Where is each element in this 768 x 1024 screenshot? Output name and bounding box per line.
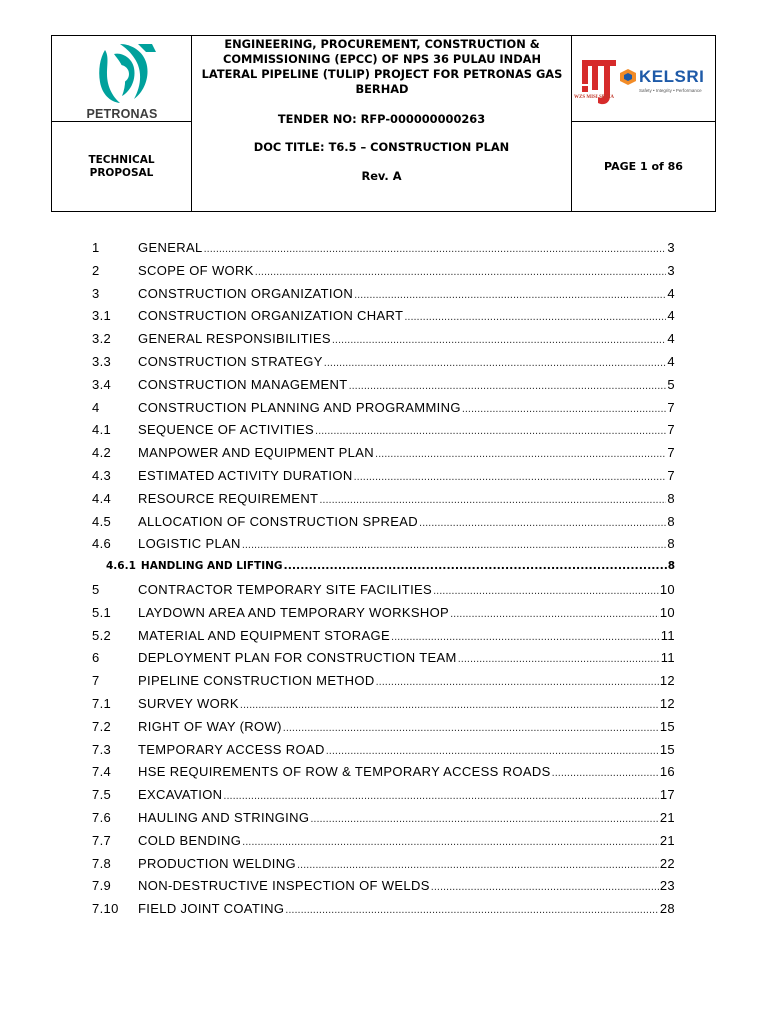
toc-title: SURVEY WORK bbox=[138, 695, 239, 711]
toc-title: LOGISTIC PLAN bbox=[138, 536, 241, 552]
toc-entry[interactable] bbox=[92, 308, 675, 331]
toc-number: 3.3 bbox=[92, 353, 112, 369]
toc-page-number: 7 bbox=[667, 445, 675, 461]
kelsri-logo-icon bbox=[620, 69, 636, 85]
toc-leader-dots bbox=[450, 608, 659, 620]
toc-leader-dots bbox=[349, 380, 667, 392]
toc-leader-dots bbox=[458, 653, 660, 665]
toc-title: ESTIMATED ACTIVITY DURATION bbox=[138, 467, 353, 483]
toc-title: CONSTRUCTION STRATEGY bbox=[138, 353, 323, 369]
toc-number: 4.2 bbox=[92, 445, 112, 461]
toc-title: DEPLOYMENT PLAN FOR CONSTRUCTION TEAM bbox=[138, 650, 457, 666]
toc-entry[interactable] bbox=[92, 514, 675, 537]
toc-leader-dots bbox=[419, 517, 666, 529]
toc-number: 4.3 bbox=[92, 467, 112, 483]
toc-entry[interactable] bbox=[92, 605, 675, 628]
toc-number: 3.4 bbox=[92, 376, 112, 392]
toc-entry[interactable] bbox=[92, 650, 675, 673]
toc-number: 7.7 bbox=[92, 832, 112, 848]
tender-number: TENDER NO: RFP-000000000263 bbox=[277, 112, 486, 126]
toc-leader-dots bbox=[283, 722, 659, 734]
petronas-logo-cell bbox=[52, 36, 192, 122]
petronas-wordmark: PETRONAS bbox=[86, 107, 158, 121]
toc-leader-dots bbox=[242, 836, 659, 848]
toc-number: 3.2 bbox=[92, 331, 112, 347]
toc-entry[interactable] bbox=[92, 377, 675, 400]
document-header bbox=[51, 35, 716, 212]
toc-page-number: 11 bbox=[660, 650, 675, 666]
toc-page-number: 8 bbox=[667, 560, 675, 573]
toc-page-number: 21 bbox=[659, 809, 675, 825]
toc-number: 5.2 bbox=[92, 627, 112, 643]
toc-title: HAULING AND STRINGING bbox=[138, 809, 310, 825]
toc-title: COLD BENDING bbox=[138, 832, 242, 848]
toc-leader-dots bbox=[431, 881, 659, 893]
toc-title: ALLOCATION OF CONSTRUCTION SPREAD bbox=[138, 513, 419, 529]
toc-entry[interactable] bbox=[92, 719, 675, 742]
toc-page-number: 10 bbox=[659, 581, 675, 597]
toc-page-number: 12 bbox=[659, 695, 675, 711]
toc-entry[interactable] bbox=[92, 331, 675, 354]
toc-number: 7.9 bbox=[92, 878, 112, 894]
toc-title: EXCAVATION bbox=[138, 787, 223, 803]
toc-entry[interactable] bbox=[92, 354, 675, 377]
toc-page-number: 15 bbox=[659, 718, 675, 734]
toc-number: 5 bbox=[92, 581, 100, 597]
toc-entry[interactable] bbox=[92, 628, 675, 651]
toc-page-number: 4 bbox=[667, 308, 675, 324]
toc-title: GENERAL bbox=[138, 240, 203, 255]
toc-number: 3.1 bbox=[92, 308, 112, 324]
toc-entry[interactable] bbox=[92, 491, 675, 514]
toc-title: PIPELINE CONSTRUCTION METHOD bbox=[138, 673, 375, 689]
toc-number: 7.5 bbox=[92, 787, 112, 803]
toc-entry[interactable] bbox=[92, 240, 675, 263]
toc-page-number: 7 bbox=[667, 467, 675, 483]
toc-leader-dots bbox=[284, 559, 667, 572]
technical-proposal-text: TECHNICAL PROPOSAL bbox=[88, 153, 155, 179]
toc-entry[interactable] bbox=[92, 445, 675, 468]
toc-page-number: 11 bbox=[660, 627, 675, 643]
toc-number: 7.6 bbox=[92, 809, 112, 825]
toc-leader-dots bbox=[462, 403, 667, 415]
revision: Rev. A bbox=[361, 169, 402, 183]
toc-number: 4.5 bbox=[92, 513, 112, 529]
toc-number: 4.4 bbox=[92, 490, 112, 506]
toc-leader-dots bbox=[315, 425, 666, 437]
wzs-logo-icon bbox=[580, 56, 622, 114]
toc-leader-dots bbox=[255, 266, 667, 278]
toc-number: 4.6.1 bbox=[106, 560, 136, 573]
toc-page-number: 3 bbox=[667, 262, 675, 278]
toc-number: 7.2 bbox=[92, 718, 112, 734]
toc-title: NON-DESTRUCTIVE INSPECTION OF WELDS bbox=[138, 878, 430, 894]
toc-leader-dots bbox=[552, 767, 659, 779]
toc-page-number: 8 bbox=[667, 536, 675, 552]
contractor-logo-cell bbox=[572, 36, 715, 122]
toc-number: 6 bbox=[92, 650, 100, 666]
toc-page-number: 28 bbox=[659, 901, 675, 917]
toc-title: RESOURCE REQUIREMENT bbox=[138, 490, 319, 506]
toc-leader-dots bbox=[319, 494, 666, 506]
toc-leader-dots bbox=[354, 289, 666, 301]
toc-leader-dots bbox=[324, 357, 667, 369]
toc-leader-dots bbox=[391, 631, 660, 643]
toc-title: SEQUENCE OF ACTIVITIES bbox=[138, 422, 315, 438]
toc-number: 1 bbox=[92, 240, 100, 255]
toc-number: 7 bbox=[92, 673, 100, 689]
toc-entry[interactable] bbox=[92, 263, 675, 286]
toc-entry[interactable] bbox=[92, 901, 675, 924]
toc-entry[interactable] bbox=[92, 400, 675, 423]
toc-entry[interactable] bbox=[92, 286, 675, 309]
toc-entry[interactable] bbox=[92, 559, 675, 582]
toc-leader-dots bbox=[310, 813, 659, 825]
toc-leader-dots bbox=[242, 539, 667, 551]
toc-number: 7.10 bbox=[92, 901, 119, 917]
technical-proposal-label bbox=[52, 122, 192, 211]
toc-leader-dots bbox=[204, 243, 667, 255]
toc-page-number: 15 bbox=[659, 741, 675, 757]
toc-entry[interactable] bbox=[92, 810, 675, 833]
toc-title: TEMPORARY ACCESS ROAD bbox=[138, 741, 325, 757]
toc-entry[interactable] bbox=[92, 582, 675, 605]
toc-number: 4.6 bbox=[92, 536, 112, 552]
toc-leader-dots bbox=[404, 311, 666, 323]
toc-title: HSE REQUIREMENTS OF ROW & TEMPORARY ACCESS ROADS bbox=[138, 764, 551, 780]
toc-entry[interactable] bbox=[92, 468, 675, 491]
toc-leader-dots bbox=[285, 904, 659, 916]
doc-title: DOC TITLE: T6.5 – CONSTRUCTION PLAN bbox=[253, 140, 510, 154]
toc-number: 4 bbox=[92, 399, 100, 415]
toc-title: CONSTRUCTION PLANNING AND PROGRAMMING bbox=[138, 399, 461, 415]
toc-entry[interactable] bbox=[92, 878, 675, 901]
toc-entry[interactable] bbox=[92, 856, 675, 879]
toc-title: MANPOWER AND EQUIPMENT PLAN bbox=[138, 445, 375, 461]
toc-leader-dots bbox=[354, 471, 667, 483]
toc-entry[interactable] bbox=[92, 696, 675, 719]
toc-page-number: 17 bbox=[659, 787, 675, 803]
toc-title: CONTRACTOR TEMPORARY SITE FACILITIES bbox=[138, 581, 433, 597]
toc-number: 4.1 bbox=[92, 422, 112, 438]
toc-title: RIGHT OF WAY (ROW) bbox=[138, 718, 282, 734]
toc-number: 7.8 bbox=[92, 855, 112, 871]
toc-entry[interactable] bbox=[92, 422, 675, 445]
toc-page-number: 5 bbox=[667, 376, 675, 392]
document-info-cell bbox=[192, 36, 572, 211]
toc-title: PRODUCTION WELDING bbox=[138, 855, 296, 871]
table-of-contents bbox=[92, 240, 675, 924]
toc-title: FIELD JOINT COATING bbox=[138, 901, 285, 917]
toc-number: 7.3 bbox=[92, 741, 112, 757]
wzs-caption: WZS MISI SETIA bbox=[574, 95, 615, 100]
toc-leader-dots bbox=[332, 334, 667, 346]
toc-entry[interactable] bbox=[92, 787, 675, 810]
toc-title: CONSTRUCTION ORGANIZATION bbox=[138, 285, 354, 301]
toc-number: 7.1 bbox=[92, 695, 112, 711]
toc-page-number: 7 bbox=[667, 422, 675, 438]
toc-page-number: 8 bbox=[667, 490, 675, 506]
toc-page-number: 4 bbox=[667, 353, 675, 369]
toc-entry[interactable] bbox=[92, 536, 675, 559]
toc-number: 3 bbox=[92, 285, 100, 301]
kelsri-tagline: Safety • Integrity • Performance bbox=[639, 88, 702, 93]
toc-leader-dots bbox=[240, 699, 659, 711]
toc-leader-dots bbox=[375, 448, 666, 460]
toc-leader-dots bbox=[223, 790, 658, 802]
toc-page-number: 23 bbox=[659, 878, 675, 894]
toc-entry[interactable] bbox=[92, 742, 675, 765]
toc-number: 5.1 bbox=[92, 604, 112, 620]
toc-entry[interactable] bbox=[92, 764, 675, 787]
petronas-logo-icon bbox=[52, 36, 192, 108]
toc-title: CONSTRUCTION ORGANIZATION CHART bbox=[138, 308, 404, 324]
project-title: ENGINEERING, PROCUREMENT, CONSTRUCTION & COMMISSIONING (EPCC) OF NPS 36 PULAU INDAH LATERAL PIPELINE (TULIP) PROJECT FOR PETRONAS GAS BERHAD bbox=[201, 37, 563, 96]
toc-title: LAYDOWN AREA AND TEMPORARY WORKSHOP bbox=[138, 604, 450, 620]
toc-title: HANDLING AND LIFTING bbox=[140, 560, 283, 573]
toc-leader-dots bbox=[326, 745, 659, 757]
toc-entry[interactable] bbox=[92, 833, 675, 856]
toc-page-number: 12 bbox=[659, 673, 675, 689]
toc-page-number: 8 bbox=[667, 513, 675, 529]
kelsri-wordmark: KELSRI bbox=[639, 67, 705, 86]
toc-leader-dots bbox=[376, 676, 659, 688]
toc-number: 7.4 bbox=[92, 764, 112, 780]
toc-number: 2 bbox=[92, 262, 100, 278]
toc-page-number: 3 bbox=[667, 240, 675, 255]
toc-leader-dots bbox=[297, 859, 659, 871]
toc-page-number: 7 bbox=[667, 399, 675, 415]
toc-page-number: 4 bbox=[667, 285, 675, 301]
toc-page-number: 4 bbox=[667, 331, 675, 347]
toc-page-number: 22 bbox=[659, 855, 675, 871]
toc-entry[interactable] bbox=[92, 673, 675, 696]
toc-page-number: 21 bbox=[659, 832, 675, 848]
toc-page-number: 10 bbox=[659, 604, 675, 620]
toc-title: MATERIAL AND EQUIPMENT STORAGE bbox=[138, 627, 391, 643]
toc-leader-dots bbox=[433, 585, 659, 597]
page-number: PAGE 1 of 86 bbox=[604, 160, 683, 173]
toc-title: GENERAL RESPONSIBILITIES bbox=[138, 331, 331, 347]
toc-title: SCOPE OF WORK bbox=[138, 262, 254, 278]
toc-title: CONSTRUCTION MANAGEMENT bbox=[138, 376, 348, 392]
toc-page-number: 16 bbox=[659, 764, 675, 780]
